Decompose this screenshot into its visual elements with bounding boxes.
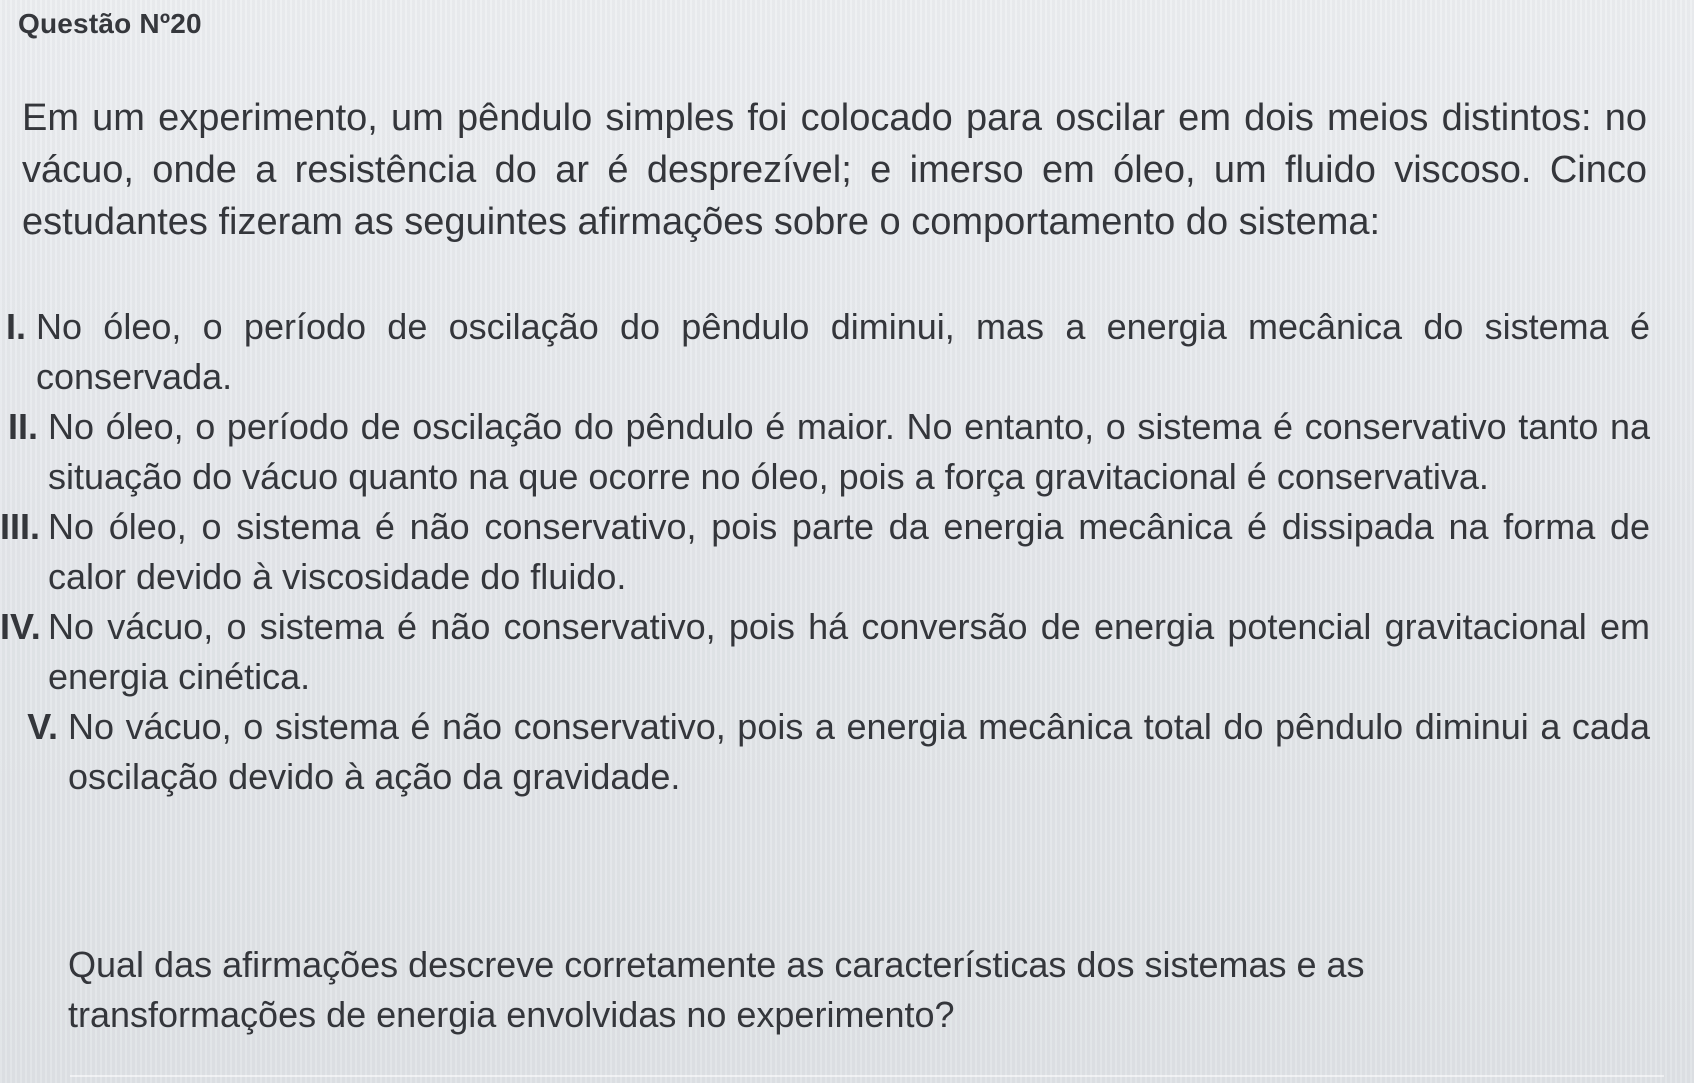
question-title: Questão Nº20 <box>18 8 202 39</box>
statement-number: V. <box>27 706 58 747</box>
statement-v <box>0 702 1650 802</box>
statement-iii <box>0 502 1650 602</box>
bottom-divider <box>70 1075 1664 1077</box>
statement-i <box>0 302 1650 402</box>
statement-text: No óleo, o período de oscilação do pêndulo diminui, mas a energia mecânica do sistema é conservada. <box>36 306 1650 397</box>
statement-number: IV. <box>0 606 41 647</box>
question-text: Qual das afirmações descreve corretamente as características dos sistemas e as transformações de energia envolvidas no experimento? <box>68 944 1365 1035</box>
statement-number: II. <box>7 406 38 447</box>
statement-text: No óleo, o período de oscilação do pêndulo é maior. No entanto, o sistema é conservativo tanto na situação do vácuo quanto na que ocorre no óleo, pois a força gravitacional é conservativa. <box>48 406 1650 497</box>
statement-number: III. <box>0 506 41 547</box>
statement-text: No óleo, o sistema é não conservativo, pois parte da energia mecânica é dissipada na forma de calor devido à viscosidade do fluido. <box>48 506 1650 597</box>
statement-list <box>0 302 1650 802</box>
statement-number: I. <box>5 306 26 347</box>
statement-ii <box>0 402 1650 502</box>
statement-iv <box>0 602 1650 702</box>
question-prompt: Em um experimento, um pêndulo simples foi colocado para oscilar em dois meios distintos: no vácuo, onde a resistência do ar é desprezível; e imerso em óleo, um fluido viscoso. Cinco estudantes fizeram as seguintes afirmações sobre o comportamento do sistema: <box>22 97 1647 243</box>
statement-text: No vácuo, o sistema é não conservativo, pois há conversão de energia potencial gravitacional em energia cinética. <box>48 606 1650 697</box>
statement-text: No vácuo, o sistema é não conservativo, pois a energia mecânica total do pêndulo diminui a cada oscilação devido à ação da gravidade. <box>68 706 1650 797</box>
